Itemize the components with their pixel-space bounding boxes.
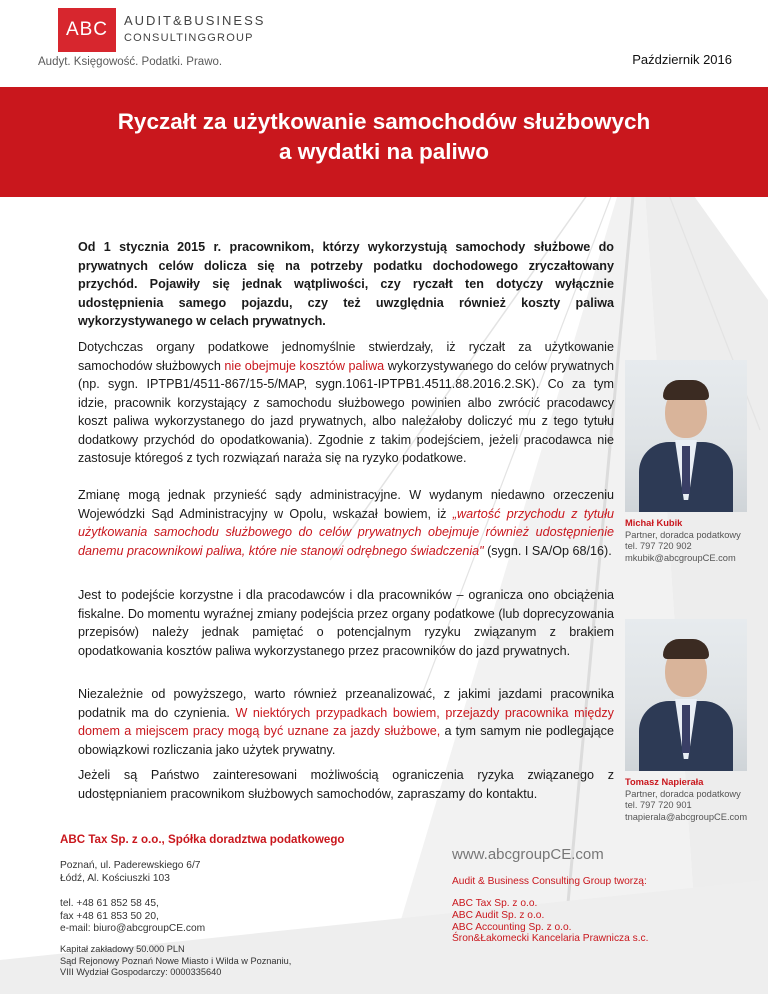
paragraph-2 bbox=[78, 486, 614, 560]
contact-name: Tomasz Napierała bbox=[625, 777, 704, 787]
paragraph-2-quote: „wartość przychodu z tytułu użytkowania samochodu służbowego do celów prywatnych obejmuje również udostępnienie danemu pracownikowi paliwa, które nie stanowi odrębnego świadczenia" bbox=[78, 506, 614, 558]
group-member: Śron&Łakomecki Kancelaria Prawnicza s.c. bbox=[452, 933, 649, 945]
paragraph-4-text-b: a tym samym nie podlegające obowiązkowi rozliczania jako użytek prywatny. bbox=[78, 724, 614, 757]
company-tagline: Audyt. Księgowość. Podatki. Prawo. bbox=[38, 56, 223, 68]
contact-card-napierala bbox=[625, 777, 747, 823]
title-line-1: Ryczałt za użytkowanie samochodów służbowych bbox=[117, 109, 651, 134]
paragraph-2-text-a: Zmianę mogą jednak przynieść sądy administracyjne. W wydanym niedawno orzeczeniu Wojewódzki Sąd Administracyjny w Opolu, wskazał bowiem, iż bbox=[78, 488, 614, 521]
footer-address-lodz: Łódź, Al. Kościuszki 103 bbox=[60, 872, 170, 884]
contact-email: tnapierala@abcgroupCE.com bbox=[625, 811, 748, 822]
footer-legal-info bbox=[60, 944, 291, 979]
footer-fax: fax +48 61 853 50 20, bbox=[60, 910, 159, 922]
contact-phone: tel. 797 720 902 bbox=[625, 541, 692, 551]
footer-group-heading: Audit & Business Consulting Group tworzą: bbox=[452, 876, 647, 887]
footer-company-name: ABC Tax Sp. z o.o., Spółka doradztwa podatkowego bbox=[60, 833, 345, 846]
issue-date: Październik 2016 bbox=[632, 52, 732, 67]
footer-address-poznan: Poznań, ul. Paderewskiego 6/7 bbox=[60, 860, 201, 871]
contact-role: Partner, doradca podatkowy bbox=[625, 529, 741, 540]
paragraph-5: Jeżeli są Państwo zainteresowani możliwością ograniczenia ryzyka związanego z udostępnianiem pracownikom służbowych samochodów, zapraszamy do kontaktu. bbox=[78, 768, 614, 801]
group-member: ABC Tax Sp. z o.o. bbox=[452, 898, 538, 909]
document-title bbox=[0, 107, 768, 167]
footer-website-link[interactable]: www.abcgroupCE.com bbox=[452, 846, 604, 863]
paragraph-1 bbox=[78, 338, 614, 468]
group-member: ABC Accounting Sp. z o.o. bbox=[452, 921, 572, 933]
footer-contact bbox=[60, 898, 205, 936]
footer-group-members bbox=[452, 898, 648, 945]
logo-mark: ABC bbox=[58, 8, 116, 52]
paragraph-2-text-b: (sygn. I SA/Op 68/16). bbox=[483, 543, 612, 558]
paragraph-4-highlight: W niektórych przypadkach bowiem, przejazdy pracownika między domem a miejscem pracy mogą być uznane za jazdy służbowe, bbox=[78, 705, 614, 738]
contact-photo-napierala bbox=[625, 619, 747, 771]
footer-email: e-mail: biuro@abcgroupCE.com bbox=[60, 923, 206, 934]
logo-line-2: CONSULTINGGROUP bbox=[124, 32, 254, 44]
contact-name: Michał Kubik bbox=[625, 518, 683, 528]
footer-tel: tel. +48 61 852 58 45, bbox=[60, 898, 159, 909]
contact-photo-kubik bbox=[625, 360, 747, 512]
paragraph-4 bbox=[78, 685, 614, 759]
paragraph-3: Jest to podejście korzystne i dla pracodawców i dla pracowników – ogranicza ono obciążenia fiskalne. Do momentu wyraźnej zmiany podejścia przez organy podatkowe (lub doprecyzowania przepisów) należy jednak pamiętać o potencjalnym ryzyku związanym z brakiem opodatkowania kosztów paliwa wykorzystanego przez pracowników do jazd prywatnych. bbox=[78, 588, 614, 658]
contact-email: mkubik@abcgroupCE.com bbox=[625, 552, 736, 563]
contact-phone: tel. 797 720 901 bbox=[625, 800, 692, 810]
contact-role: Partner, doradca podatkowy bbox=[625, 788, 741, 799]
logo-line-1: AUDIT&BUSINESS bbox=[124, 13, 266, 28]
paragraph-1-highlight: nie obejmuje kosztów paliwa bbox=[224, 358, 385, 373]
paragraph-4-text-a: Niezależnie od powyższego, warto również przeanalizować, z jakimi jazdami pracownika podatnik ma do czynienia. bbox=[78, 687, 614, 720]
paragraph-1-text-b: wykorzystywanego do celów prywatnych (np. sygn. IPTPB1/4511-867/15-5/MAP, sygn.1061-IPTPB1.4511.88.2016.2.SK). Co za tym idzie, pracownik korzystający z samochodu służbowego powinien albo zwrócić pracodawcy koszt paliwa wykorzystanego do jazd prywatnych, albo należałoby doliczyć mu z tego tytułu dodatkowy przychód do opodatkowania). Zgodnie z takim podejściem, jeżeli pracodawca nie zastosuje któregoś z tych rozwiązań naraża się na ryzyko podatkowe. bbox=[78, 358, 614, 465]
contact-card-kubik bbox=[625, 518, 741, 564]
paragraph-1-text-a: Dotychczas organy podatkowe jednomyślnie stwierdzały, iż ryczałt za użytkowanie samochodów służbowych bbox=[78, 340, 614, 373]
footer-legal-capital: Kapitał zakładowy 50.000 PLN bbox=[60, 944, 185, 954]
footer-legal-krs: VIII Wydział Gospodarczy: 0000335640 bbox=[60, 967, 222, 977]
footer-addresses bbox=[60, 860, 200, 885]
title-line-2: a wydatki na paliwo bbox=[278, 139, 490, 164]
lead-paragraph: Od 1 stycznia 2015 r. pracownikom, którzy wykorzystują samochody służbowe do prywatnych celów dolicza się na potrzeby podatku dochodowego zryczałtowany przychód. Pojawiły się jednak wątpliwości, czy ryczałt ten dotyczy wyłącznie udostępnienia samego pojazdu, czy też uwzględnia również koszty paliwa wykorzystywanego w celach prywatnych. bbox=[78, 240, 614, 328]
group-member: ABC Audit Sp. z o.o. bbox=[452, 909, 545, 921]
footer-legal-court: Sąd Rejonowy Poznań Nowe Miasto i Wilda w Poznaniu, bbox=[60, 955, 292, 966]
